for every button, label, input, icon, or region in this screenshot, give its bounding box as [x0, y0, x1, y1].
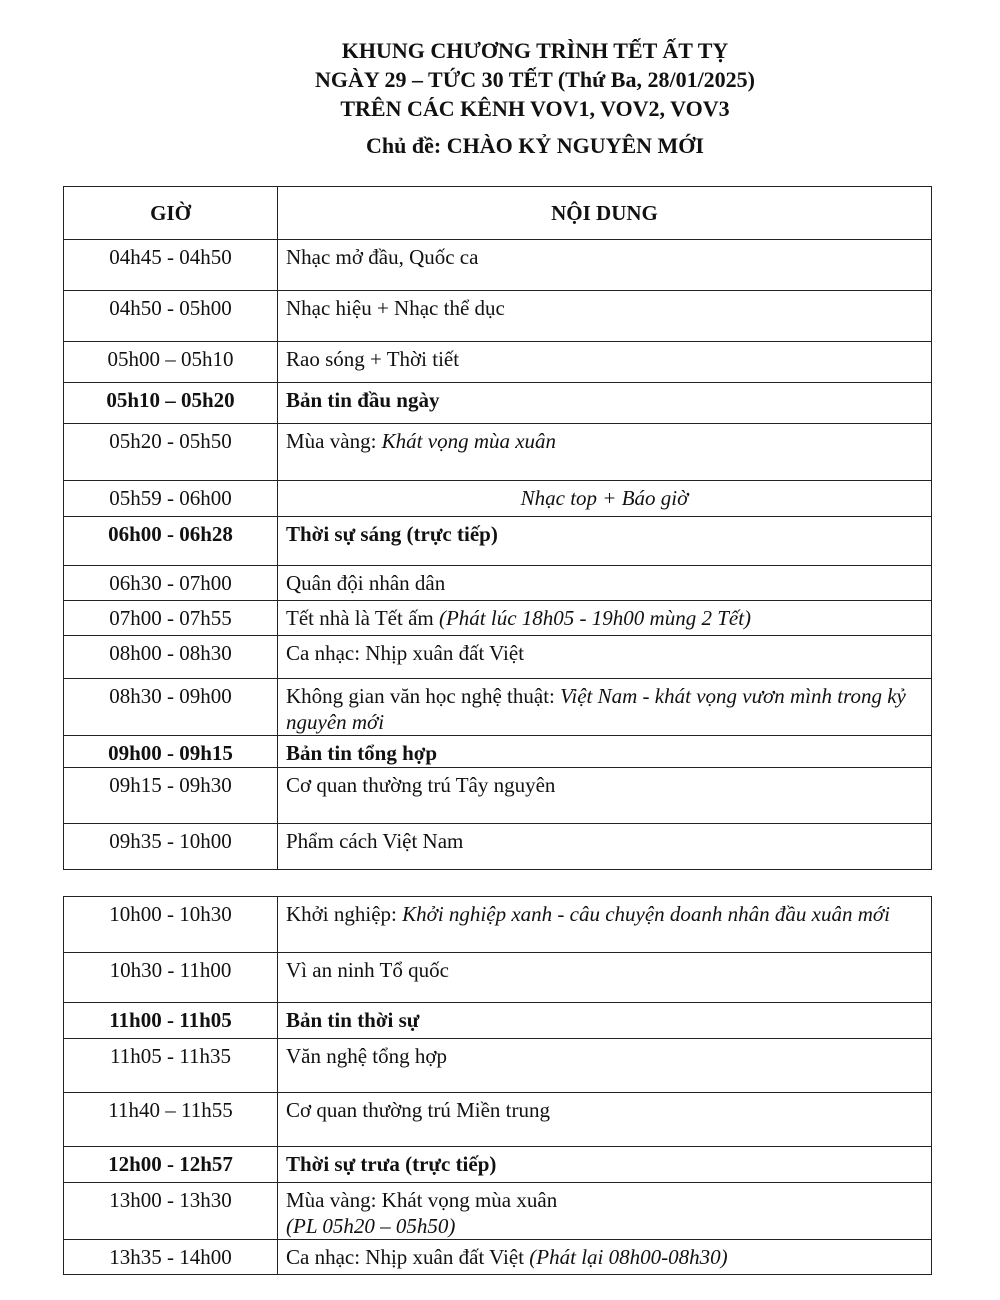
content-text: Vì an ninh Tổ quốc: [286, 958, 449, 982]
time-cell: 09h35 - 10h00: [64, 824, 278, 870]
table-row: [64, 383, 932, 424]
content-italic-text: Khát vọng mùa xuân: [381, 429, 557, 453]
content-cell: [278, 953, 932, 1003]
content-cell: [278, 897, 932, 953]
subject-line: [70, 133, 1000, 159]
time-cell: 06h00 - 06h28: [64, 517, 278, 566]
table-row: [64, 824, 932, 870]
time-cell: 08h30 - 09h00: [64, 679, 278, 736]
content-text: Ca nhạc: Nhịp xuân đất Việt: [286, 641, 525, 665]
content-text: Khởi nghiệp:: [286, 902, 403, 926]
content-text: Mùa vàng: Khát vọng mùa xuân: [286, 1188, 558, 1212]
table-row: [64, 601, 932, 636]
time-cell: 06h30 - 07h00: [64, 566, 278, 601]
table-row: [64, 1183, 932, 1240]
time-cell: 10h00 - 10h30: [64, 897, 278, 953]
schedule-table-2: [63, 896, 932, 1275]
content-text: Không gian văn học nghệ thuật:: [286, 684, 561, 708]
content-cell: [278, 679, 932, 736]
content-text: Văn nghệ tổng hợp: [286, 1044, 447, 1068]
content-italic-text: (Phát lại 08h00-08h30): [529, 1245, 728, 1269]
table-row: [64, 291, 932, 342]
time-cell: 12h00 - 12h57: [64, 1147, 278, 1183]
content-cell: [278, 736, 932, 768]
time-cell: 11h00 - 11h05: [64, 1003, 278, 1039]
content-cell: [278, 1039, 932, 1093]
time-cell: 08h00 - 08h30: [64, 636, 278, 679]
content-text: Nhạc hiệu + Nhạc thể dục: [286, 296, 505, 320]
title-line-2: NGÀY 29 – TỨC 30 TẾT (Thứ Ba, 28/01/2025): [314, 67, 756, 92]
content-cell: [278, 481, 932, 517]
table-header-row: [64, 187, 932, 240]
content-cell: [278, 383, 932, 424]
table-row: [64, 679, 932, 736]
table-row: [64, 768, 932, 824]
table-row: [64, 1039, 932, 1093]
content-text: Phẩm cách Việt Nam: [286, 829, 464, 853]
table-row: [64, 342, 932, 383]
content-text: Mùa vàng:: [286, 429, 382, 453]
table-row: [64, 566, 932, 601]
content-cell: [278, 424, 932, 481]
content-cell: [278, 824, 932, 870]
schedule-table-1: [63, 186, 932, 870]
time-cell: 05h00 – 05h10: [64, 342, 278, 383]
subject-value: CHÀO KỶ NGUYÊN MỚI: [446, 133, 704, 158]
time-cell: 04h45 - 04h50: [64, 240, 278, 291]
content-cell: [278, 636, 932, 679]
content-cell: [278, 517, 932, 566]
content-cell: [278, 566, 932, 601]
title-line-1: KHUNG CHƯƠNG TRÌNH TẾT ẤT TỴ: [341, 38, 729, 63]
time-cell: 13h00 - 13h30: [64, 1183, 278, 1240]
document-header: [0, 36, 1000, 159]
table-row: [64, 1003, 932, 1039]
time-cell: 09h00 - 09h15: [64, 736, 278, 768]
content-cell: [278, 601, 932, 636]
table-row: [64, 481, 932, 517]
content-italic-text: (PL 05h20 – 05h50): [286, 1214, 456, 1238]
table-row: [64, 424, 932, 481]
content-text: Bản tin thời sự: [286, 1008, 420, 1032]
content-italic-text: Việt Nam - khát vọng vươn mình trong kỷ nguyên mới: [286, 684, 906, 734]
content-text: Cơ quan thường trú Miền trung: [286, 1098, 550, 1122]
title-line-3: TRÊN CÁC KÊNH VOV1, VOV2, VOV3: [340, 96, 730, 121]
table-row: [64, 1093, 932, 1147]
content-cell: [278, 1240, 932, 1275]
time-cell: 05h10 – 05h20: [64, 383, 278, 424]
table-row: [64, 240, 932, 291]
time-cell: 13h35 - 14h00: [64, 1240, 278, 1275]
content-cell: [278, 1003, 932, 1039]
content-cell: [278, 291, 932, 342]
content-cell: [278, 240, 932, 291]
content-text: Nhạc mở đầu, Quốc ca: [286, 245, 479, 269]
content-cell: [278, 1147, 932, 1183]
time-cell: 05h59 - 06h00: [64, 481, 278, 517]
content-text: Bản tin tổng hợp: [286, 741, 438, 765]
table-row: [64, 953, 932, 1003]
content-cell: [278, 342, 932, 383]
content-italic-text: Nhạc top + Báo giờ: [520, 486, 689, 510]
content-cell: [278, 1093, 932, 1147]
content-text: Bản tin đầu ngày: [286, 388, 440, 412]
content-text: Thời sự trưa (trực tiếp): [286, 1152, 497, 1176]
time-cell: 04h50 - 05h00: [64, 291, 278, 342]
table-row: [64, 736, 932, 768]
table-row: [64, 897, 932, 953]
time-cell: 07h00 - 07h55: [64, 601, 278, 636]
content-cell: [278, 1183, 932, 1240]
content-italic-text: Khởi nghiệp xanh - câu chuyện doanh nhân đầu xuân mới: [402, 902, 890, 926]
table-row: [64, 1240, 932, 1275]
table-row: [64, 1147, 932, 1183]
time-cell: 09h15 - 09h30: [64, 768, 278, 824]
content-text: Cơ quan thường trú Tây nguyên: [286, 773, 556, 797]
time-cell: 10h30 - 11h00: [64, 953, 278, 1003]
content-text: Quân đội nhân dân: [286, 571, 446, 595]
subject-label: Chủ đề:: [366, 133, 442, 158]
column-header-content: NỘI DUNG: [278, 187, 932, 240]
content-cell: [278, 768, 932, 824]
content-italic-text: (Phát lúc 18h05 - 19h00 mùng 2 Tết): [438, 606, 752, 630]
content-text: Tết nhà là Tết ấm: [286, 606, 439, 630]
content-text: Ca nhạc: Nhịp xuân đất Việt: [286, 1245, 530, 1269]
time-cell: 11h40 – 11h55: [64, 1093, 278, 1147]
time-cell: 05h20 - 05h50: [64, 424, 278, 481]
time-cell: 11h05 - 11h35: [64, 1039, 278, 1093]
table-row: [64, 517, 932, 566]
table-row: [64, 636, 932, 679]
column-header-time: GIỜ: [64, 187, 278, 240]
content-text: Thời sự sáng (trực tiếp): [286, 522, 498, 546]
content-text: Rao sóng + Thời tiết: [286, 347, 460, 371]
